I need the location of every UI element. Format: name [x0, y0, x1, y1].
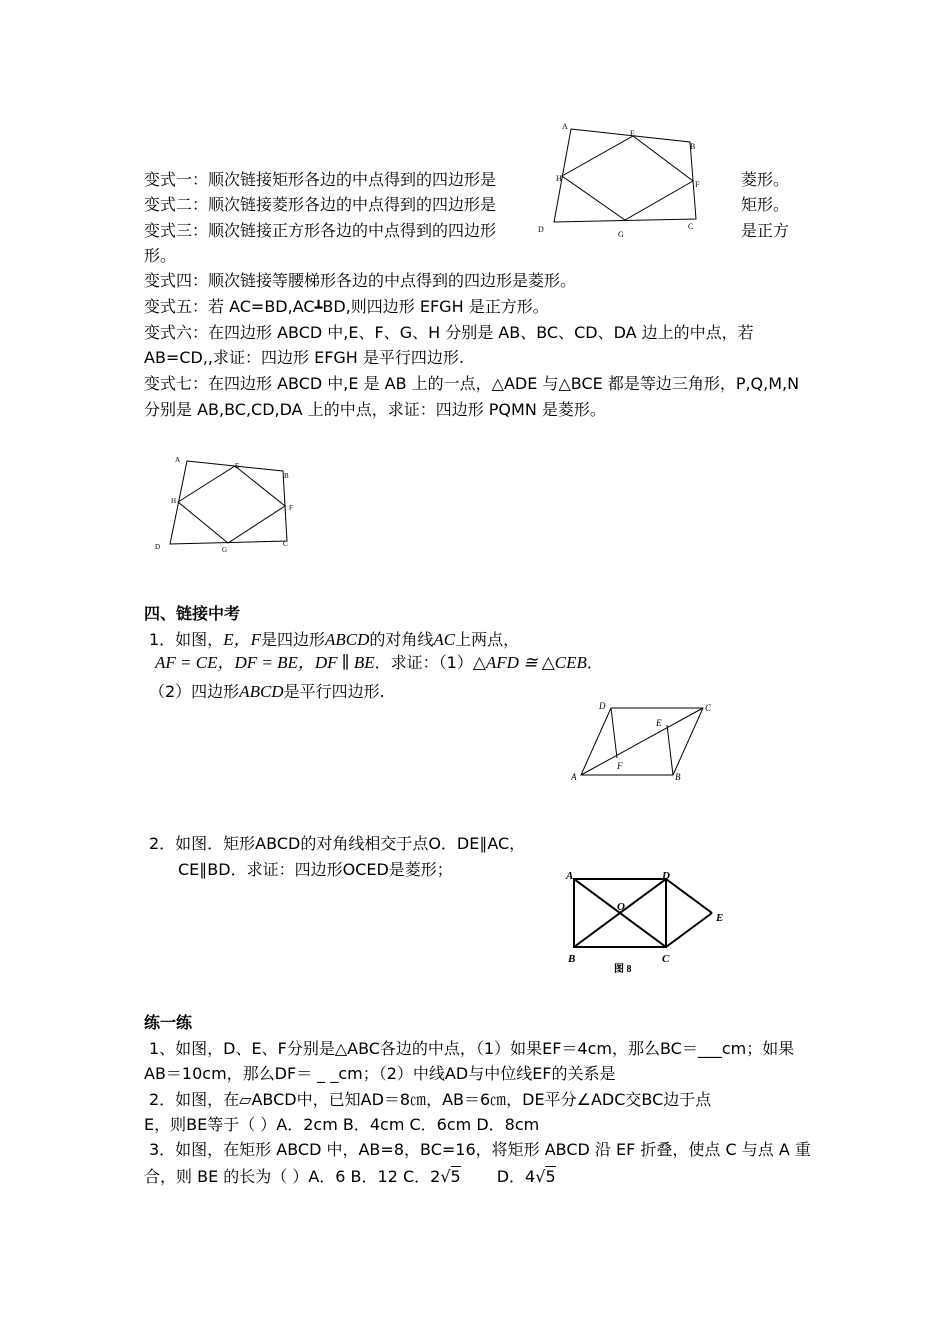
para-label-f: F [617, 761, 623, 771]
practice-q1-line-1: 1、如图，D、E、F分别是△ABC各边的中点，（1）如果EF＝4cm，那么BC＝___cm；如果 [149, 1039, 795, 1058]
rect-label-c: C [662, 953, 670, 965]
practice-q3-line-1: 3．如图，在矩形 ABCD 中，AB=8，BC=16，将矩形 ABCD 沿 EF 折叠，使点 C 与点 A 重 [149, 1140, 811, 1159]
sqrt-radicand-2: 5 [545, 1167, 556, 1186]
variant-1-answer: 菱形。 [741, 170, 790, 189]
practice-q3-line-2 [144, 1167, 556, 1187]
problem-1-line-2 [155, 653, 603, 673]
problem-1-part-2-c: 是平行四边形. [283, 682, 385, 701]
variant-2-text: 变式二：顺次链接菱形各边的中点得到的四边形是 [144, 195, 497, 214]
variant-5-text [144, 297, 549, 319]
problem-1-part-2-a: （2）四边形 [149, 682, 240, 701]
quad-top-label-a: A [562, 122, 568, 131]
practice-title: 练一练 [144, 1013, 193, 1032]
quad-top-label-g: G [618, 230, 624, 239]
quad-bottom-label-e: E [235, 462, 240, 470]
problem-1-conditions: AF = CE，DF = BE，DF ∥ BE [155, 653, 375, 672]
practice-q3-part-a: 合，则 BE 的长为（ ）A．6 B．12 C．2 [144, 1167, 441, 1186]
quad-bottom-label-g: G [222, 546, 228, 554]
rect-label-e: E [716, 912, 724, 924]
quad-bottom-label-f: F [289, 504, 293, 512]
figure-caption: 图 8 [614, 964, 632, 975]
quad-top-label-f: F [695, 180, 700, 189]
variant-3-text: 变式三：顺次链接正方形各边的中点得到的四边形 [144, 221, 497, 240]
quad-bottom-label-b: B [284, 472, 289, 480]
problem-1-period: ． [586, 653, 603, 672]
sqrt-symbol-2: √ [535, 1167, 546, 1186]
quad-top-label-c: C [688, 222, 694, 231]
sqrt-symbol-1: √ [440, 1167, 451, 1186]
practice-q1-line-2: AB＝10cm，那么DF＝ _ _cm；（2）中线AD与中位线EF的关系是 [144, 1064, 616, 1083]
variant-2-answer: 矩形。 [741, 195, 790, 214]
quad-bottom-label-h: H [171, 497, 177, 505]
rect-label-o: O [617, 901, 625, 913]
sqrt-radicand-1: 5 [450, 1167, 461, 1186]
rect-label-b: B [568, 953, 576, 965]
practice-q2-line-1: 2．如图，在▱ABCD中，已知AD＝8㎝，AB＝6㎝，DE平分∠ADC交BC边于点 [149, 1090, 712, 1109]
para-label-c: C [705, 703, 712, 713]
variant-7-line-1: 变式七：在四边形 ABCD 中,E 是 AB 上的一点，△ADE 与△BCE 都是等边三角形，P,Q,M,N [144, 374, 800, 393]
variant-1-text: 变式一：顺次链接矩形各边的中点得到的四边形是 [144, 170, 497, 189]
quad-midpoint-figure-bottom [150, 450, 310, 560]
problem-2-line-2: CE∥BD．求证：四边形OCED是菱形； [178, 860, 453, 879]
variant-5-part-a: 变式五：若 AC=BD,AC [144, 297, 315, 316]
problem-1-mid: 是四边形 [260, 630, 325, 649]
para-label-e: E [656, 718, 662, 728]
quad-top-label-h: H [556, 174, 562, 183]
practice-q3-part-b: D．4 [496, 1167, 536, 1186]
variant-5-part-b: BD,则四边形 EFGH 是正方形。 [322, 297, 549, 316]
diagonal-ac: AC [433, 630, 456, 649]
problem-1-number: 1．如图， [149, 630, 224, 649]
perpendicular-symbol: ┻ [314, 301, 323, 316]
quad-top-label-d: D [538, 225, 544, 234]
problem-1-prove: ．求证：（1） [374, 653, 473, 672]
triangle-congruence: △AFD ≅ △CEB [472, 653, 587, 672]
variant-7-line-2: 分别是 AB,BC,CD,DA 上的中点，求证：四边形 PQMN 是菱形。 [144, 400, 606, 419]
problem-1-mid2: 的对角线 [369, 630, 434, 649]
variant-6-line-1: 变式六：在四边形 ABCD 中,E、F、G、H 分别是 AB、BC、CD、DA 边上的中点，若 [144, 323, 754, 342]
variant-4-text: 变式四：顺次链接等腰梯形各边的中点得到的四边形是菱形。 [144, 271, 577, 290]
variant-6-line-2: AB=CD,,求证：四边形 EFGH 是平行四边形. [144, 348, 464, 367]
problem-1-line-1 [149, 630, 519, 650]
para-label-b: B [675, 772, 681, 782]
section-4-title: 四、链接中考 [144, 604, 241, 623]
para-label-d: D [599, 701, 606, 711]
quad-top-label-e: E [630, 129, 635, 138]
rect-label-d: D [662, 870, 670, 882]
quad-bottom-label-a: A [175, 456, 181, 464]
quad-bottom-label-c: C [283, 540, 288, 548]
quad-abcd: ABCD [324, 630, 370, 649]
problem-1-line-3 [149, 682, 385, 702]
points-ef: E，F [223, 630, 261, 649]
quad-bottom-label-d: D [155, 543, 161, 551]
parallelogram-figure [565, 698, 725, 788]
rect-label-a: A [566, 870, 574, 882]
rectangle-figure [560, 865, 740, 980]
para-label-a: A [571, 772, 577, 782]
quad-midpoint-figure-top [530, 115, 730, 245]
variant-3-continued: 形。 [144, 246, 177, 265]
practice-q2-line-2: E，则BE等于（ ）A．2cm B．4cm C．6cm D．8cm [144, 1115, 540, 1134]
quad-top-label-b: B [690, 142, 696, 151]
problem-1-end: 上两点， [455, 630, 520, 649]
quad-abcd-2: ABCD [239, 682, 284, 701]
problem-2-line-1: 2．如图．矩形ABCD的对角线相交于点O．DE∥AC， [149, 834, 526, 853]
variant-3-answer: 是正方 [741, 221, 790, 240]
